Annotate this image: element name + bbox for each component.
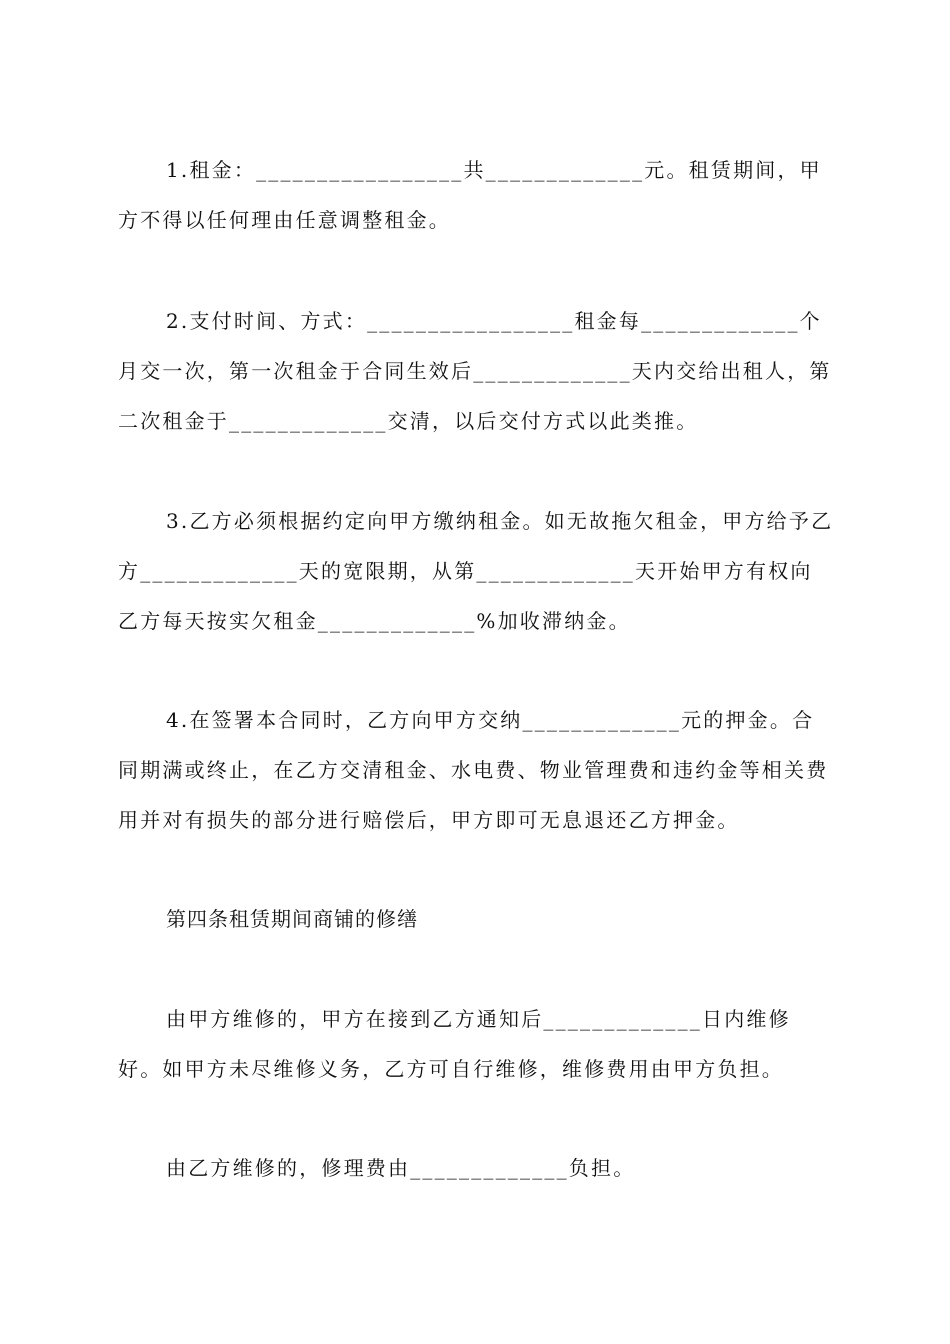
paragraph-rent-amount: 1.租金：_________________共_____________元。租赁期间，甲方不得以任何理由任意调整租金。 xyxy=(118,158,822,232)
section-heading-repairs: 第四条租赁期间商铺的修缮 xyxy=(166,907,418,931)
paragraph-deposit: 4.在签署本合同时，乙方向甲方交纳_____________元的押金。合同期满或终止，在乙方交清租金、水电费、物业管理费和违约金等相关费用并对有损失的部分进行赔偿后，甲方即可无息退还乙方押金。 xyxy=(118,708,829,832)
paragraph-payment-method: 2.支付时间、方式：_________________租金每_____________个月交一次，第一次租金于合同生效后_____________天内交给出租人，第二次租金于_____________交清，以后交付方式以此类推。 xyxy=(118,309,832,433)
paragraph-landlord-repairs: 由甲方维修的，甲方在接到乙方通知后_____________日内维修好。如甲方未尽维修义务，乙方可自行维修，维修费用由甲方负担。 xyxy=(118,1007,791,1081)
paragraph-tenant-repairs: 由乙方维修的，修理费由_____________负担。 xyxy=(166,1156,636,1180)
paragraph-late-fee: 3.乙方必须根据约定向甲方缴纳租金。如无故拖欠租金，甲方给予乙方_____________天的宽限期，从第_____________天开始甲方有权向乙方每天按实欠租金_____________%加收滞纳金。 xyxy=(118,509,834,633)
